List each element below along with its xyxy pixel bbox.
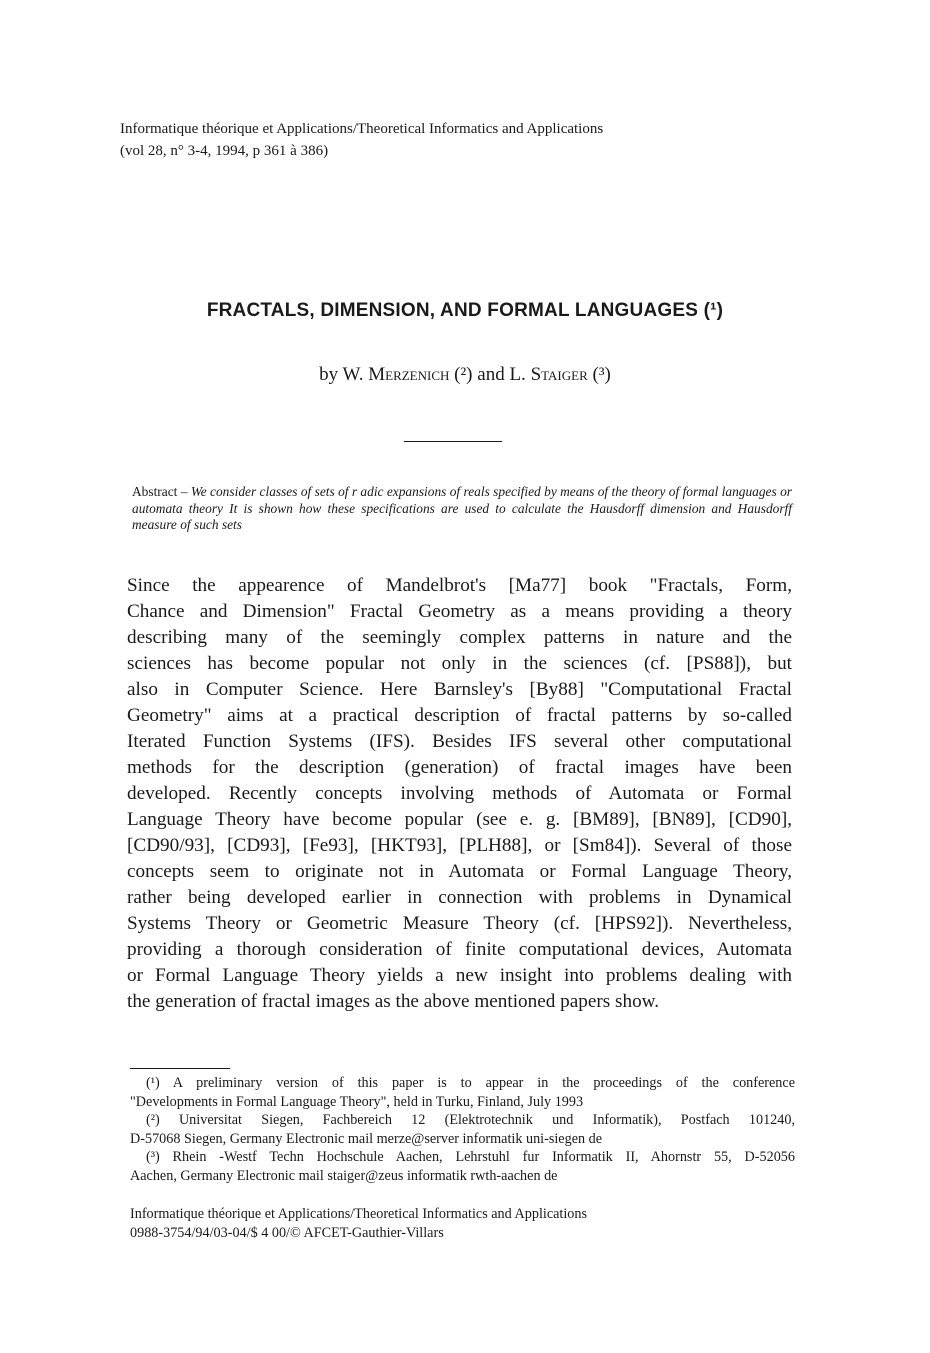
body-line: methods for the description (generation) of fractal images have been xyxy=(127,757,792,778)
journal-volume: (vol 28, n° 3-4, 1994, p 361 à 386) xyxy=(120,143,329,159)
body-paragraph xyxy=(127,573,792,1015)
author-2: Staiger xyxy=(530,364,588,385)
author-and: and L. xyxy=(477,364,526,385)
body-line: Geometry" aims at a practical description of fractal patterns by so-called xyxy=(127,705,792,726)
body-line: sciences has become popular not only in the sciences (cf. [PS88]), but xyxy=(127,653,792,674)
footnote-line: (³) Rhein -Westf Techn Hochschule Aachen, Lehrstuhl fur Informatik II, Ahornstr 55, D-52056 xyxy=(146,1149,795,1165)
body-line: or Formal Language Theory yields a new insight into problems dealing with xyxy=(127,965,792,986)
journal-name: Informatique théorique et Applications/Theoretical Informatics and Applications xyxy=(120,121,604,137)
body-line: providing a thorough consideration of finite computational devices, Automata xyxy=(127,939,792,960)
body-line: Iterated Function Systems (IFS). Besides IFS several other computational xyxy=(127,731,792,752)
author-line xyxy=(0,364,930,386)
body-line: developed. Recently concepts involving methods of Automata or Formal xyxy=(127,783,792,804)
paper-title-text: FRACTALS, DIMENSION, AND FORMAL LANGUAGES xyxy=(206,300,699,321)
footnote-line: D-57068 Siegen, Germany Electronic mail merze@server informatik uni-siegen de xyxy=(130,1130,603,1147)
abstract-text: We consider classes of sets of r adic expansions of reals specified by means of the theory of formal languages or automata theory It is shown how these specifications are used to calculate the Hausdorff dimension and Hausdorff measure of such sets xyxy=(132,484,792,532)
footnote-line: (²) Universitat Siegen, Fachbereich 12 (Elektrotechnik und Informatik), Postfach 101240, xyxy=(146,1112,795,1128)
journal-header xyxy=(120,118,820,162)
author-1-mark: (²) xyxy=(454,364,473,385)
body-line: also in Computer Science. Here Barnsley's [By88] "Computational Fractal xyxy=(127,679,792,700)
body-line: Systems Theory or Geometric Measure Theory (cf. [HPS92]). Nevertheless, xyxy=(127,913,792,934)
copyright-journal: Informatique théorique et Applications/Theoretical Informatics and Applications xyxy=(130,1206,588,1222)
abstract xyxy=(132,484,792,534)
paper-title xyxy=(0,300,930,322)
abstract-label: Abstract – xyxy=(132,484,188,499)
body-line: Language Theory have become popular (see e. g. [BM89], [BN89], [CD90], xyxy=(127,809,792,830)
footnote-line: Aachen, Germany Electronic mail staiger@zeus informatik rwth-aachen de xyxy=(130,1167,558,1184)
copyright-code: 0988-3754/94/03-04/$ 4 00/© AFCET-Gauthier-Villars xyxy=(130,1224,444,1241)
footnote-line: "Developments in Formal Language Theory", held in Turku, Finland, July 1993 xyxy=(130,1093,584,1110)
body-line: rather being developed earlier in connection with problems in Dynamical xyxy=(127,887,792,908)
body-line: [CD90/93], [CD93], [Fe93], [HKT93], [PLH88], or [Sm84]). Several of those xyxy=(127,835,792,856)
author-by: by W. xyxy=(319,364,364,385)
footnotes xyxy=(130,1074,795,1185)
footnote-line: (¹) A preliminary version of this paper is to appear in the proceedings of the conference xyxy=(146,1075,795,1091)
footnote-separator xyxy=(130,1068,230,1069)
author-2-mark: (³) xyxy=(592,364,611,385)
author-1: Merzenich xyxy=(368,364,450,385)
body-line: Since the appearence of Mandelbrot's [Ma77] book "Fractals, Form, xyxy=(127,575,792,596)
body-line: concepts seem to originate not in Automata or Formal Language Theory, xyxy=(127,861,792,882)
copyright-notice xyxy=(130,1205,795,1242)
body-line: describing many of the seemingly complex patterns in nature and the xyxy=(127,627,792,648)
title-footnote-mark: (¹) xyxy=(703,300,724,321)
title-separator xyxy=(404,441,502,442)
body-line: the generation of fractal images as the above mentioned papers show. xyxy=(127,991,660,1012)
body-line: Chance and Dimension" Fractal Geometry as a means providing a theory xyxy=(127,601,792,622)
